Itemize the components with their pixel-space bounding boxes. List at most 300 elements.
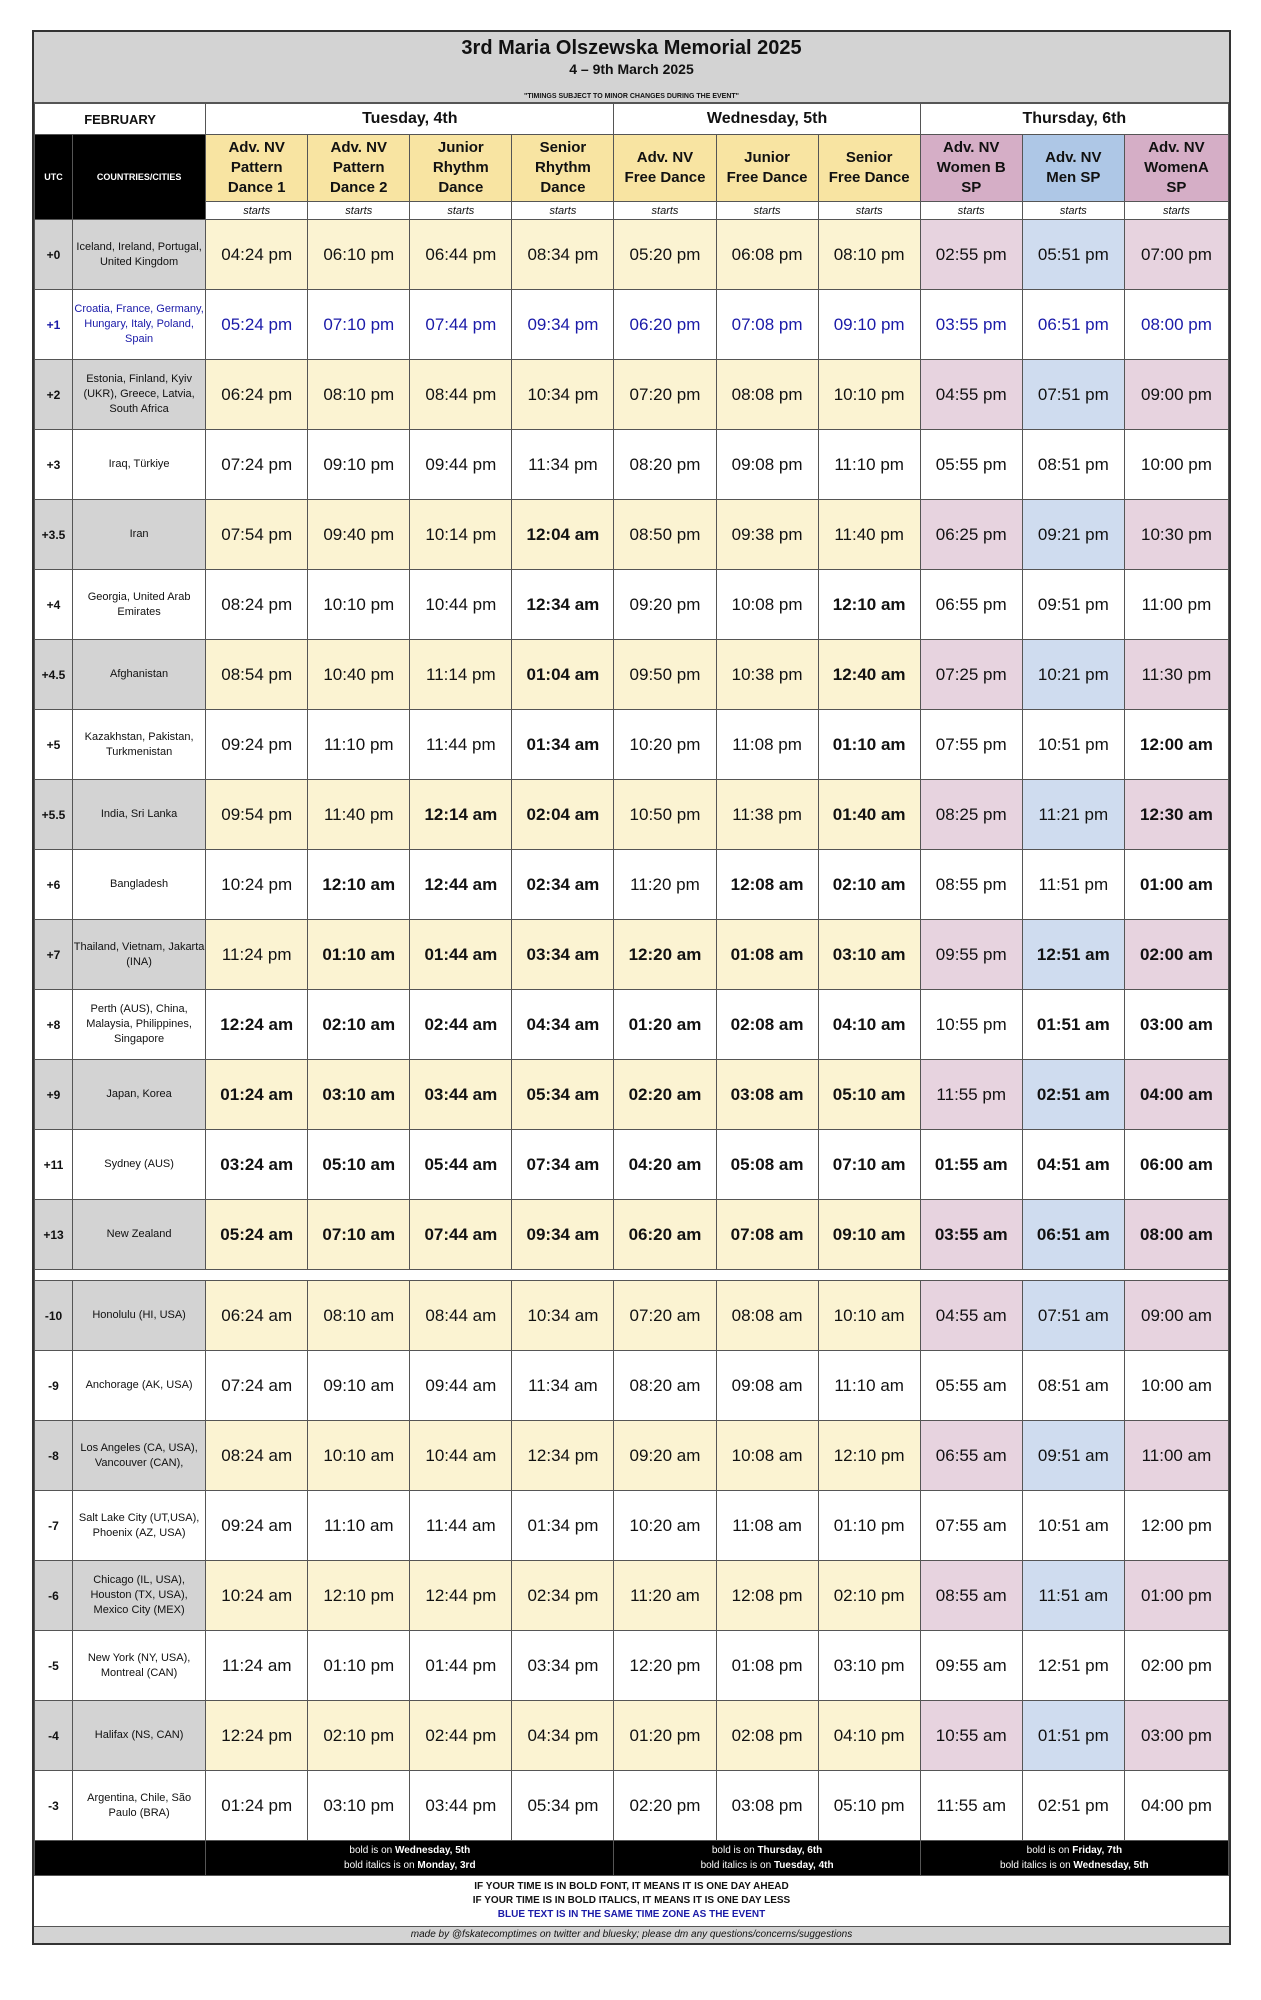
start-time-cell: 03:10 pm — [308, 1771, 410, 1841]
legend-bold-line — [614, 1843, 919, 1858]
utc-offset: -3 — [35, 1771, 73, 1841]
start-time-cell: 09:20 pm — [614, 570, 716, 640]
start-time-cell: 10:00 am — [1124, 1351, 1228, 1421]
start-time-cell: 01:51 am — [1022, 990, 1124, 1060]
timezone-row — [35, 850, 1229, 920]
start-time-cell: 12:24 pm — [206, 1701, 308, 1771]
start-time-cell: 11:10 am — [308, 1491, 410, 1561]
start-time-cell: 05:34 pm — [512, 1771, 614, 1841]
utc-offset: +7 — [35, 920, 73, 990]
legend-bold-day: Wednesday, 5th — [394, 1845, 471, 1856]
cities-cell: Anchorage (AK, USA) — [73, 1351, 206, 1421]
start-time-cell: 12:34 pm — [512, 1421, 614, 1491]
start-time-cell: 06:25 pm — [920, 500, 1022, 570]
legend-bold-line — [206, 1843, 613, 1858]
start-time-cell: 02:51 pm — [1022, 1771, 1124, 1841]
start-time-cell: 01:34 am — [512, 710, 614, 780]
timezone-row — [35, 1421, 1229, 1491]
start-time-cell: 11:00 pm — [1124, 570, 1228, 640]
start-time-cell: 10:44 pm — [410, 570, 512, 640]
legend-bold-text: bold is on — [349, 1845, 395, 1856]
event-header-line: Rhythm — [432, 159, 489, 176]
cities-cell: Honolulu (HI, USA) — [73, 1281, 206, 1351]
start-time-cell: 03:00 pm — [1124, 1701, 1228, 1771]
start-time-cell: 02:10 pm — [308, 1701, 410, 1771]
start-time-cell: 10:40 pm — [308, 640, 410, 710]
start-time-cell: 11:10 am — [818, 1351, 920, 1421]
timezone-row — [35, 1281, 1229, 1351]
start-time-cell: 08:34 pm — [512, 220, 614, 290]
legend-bold-day: Thursday, 6th — [757, 1845, 823, 1856]
start-time-cell: 10:24 pm — [206, 850, 308, 920]
cities-cell: Kazakhstan, Pakistan, Turkmenistan — [73, 710, 206, 780]
event-header-line: Adv. NV — [228, 139, 285, 156]
start-time-cell: 12:44 pm — [410, 1561, 512, 1631]
start-time-cell: 07:24 am — [206, 1351, 308, 1421]
start-time-cell: 09:51 am — [1022, 1421, 1124, 1491]
cities-cell: Salt Lake City (UT,USA), Phoenix (AZ, USA) — [73, 1491, 206, 1561]
start-time-cell: 10:34 pm — [512, 360, 614, 430]
timezone-row — [35, 990, 1229, 1060]
start-time-cell: 09:55 am — [920, 1631, 1022, 1701]
start-time-cell: 12:08 pm — [716, 1561, 818, 1631]
start-time-cell: 01:04 am — [512, 640, 614, 710]
start-time-cell: 01:08 pm — [716, 1631, 818, 1701]
timezone-row — [35, 1491, 1229, 1561]
event-header-line: Dance — [438, 179, 484, 196]
utc-offset: +8 — [35, 990, 73, 1060]
start-time-cell: 05:55 pm — [920, 430, 1022, 500]
start-time-cell: 10:08 am — [716, 1421, 818, 1491]
start-time-cell: 03:55 am — [920, 1200, 1022, 1270]
cities-cell: Iran — [73, 500, 206, 570]
credit-line: made by @fskatecomptimes on twitter and bluesky; please dm any questions/concerns/suggestions — [34, 1927, 1229, 1943]
legend-bold-text: bold is on — [711, 1845, 758, 1856]
start-time-cell: 04:55 am — [920, 1281, 1022, 1351]
start-time-cell: 10:51 am — [1022, 1491, 1124, 1561]
start-time-cell: 11:14 pm — [410, 640, 512, 710]
event-header-line: Pattern — [332, 159, 385, 176]
start-time-cell: 07:10 am — [308, 1200, 410, 1270]
day-header: Tuesday, 4th — [206, 104, 614, 135]
cities-cell: New Zealand — [73, 1200, 206, 1270]
cities-cell: Thailand, Vietnam, Jakarta (INA) — [73, 920, 206, 990]
start-time-cell: 10:08 pm — [716, 570, 818, 640]
start-time-cell: 11:34 am — [512, 1351, 614, 1421]
start-time-cell: 02:55 pm — [920, 220, 1022, 290]
starts-label: starts — [512, 202, 614, 220]
start-time-cell: 12:04 am — [512, 500, 614, 570]
cities-cell: Bangladesh — [73, 850, 206, 920]
starts-label: starts — [920, 202, 1022, 220]
start-time-cell: 06:10 pm — [308, 220, 410, 290]
start-time-cell: 02:08 am — [716, 990, 818, 1060]
start-time-cell: 03:08 pm — [716, 1771, 818, 1841]
start-time-cell: 03:44 pm — [410, 1771, 512, 1841]
schedule-sheet — [32, 30, 1231, 1945]
start-time-cell: 03:24 am — [206, 1130, 308, 1200]
gap-cell — [35, 1270, 1229, 1281]
start-time-cell: 08:00 am — [1124, 1200, 1228, 1270]
start-time-cell: 01:24 am — [206, 1060, 308, 1130]
starts-label: starts — [410, 202, 512, 220]
start-time-cell: 10:38 pm — [716, 640, 818, 710]
start-time-cell: 02:10 am — [818, 850, 920, 920]
start-time-cell: 11:10 pm — [818, 430, 920, 500]
day-header-row — [35, 104, 1229, 135]
start-time-cell: 08:20 am — [614, 1351, 716, 1421]
start-time-cell: 09:44 pm — [410, 430, 512, 500]
start-time-cell: 02:51 am — [1022, 1060, 1124, 1130]
start-time-cell: 10:20 am — [614, 1491, 716, 1561]
start-time-cell: 09:51 pm — [1022, 570, 1124, 640]
start-time-cell: 05:10 am — [818, 1060, 920, 1130]
start-time-cell: 10:51 pm — [1022, 710, 1124, 780]
start-time-cell: 12:40 am — [818, 640, 920, 710]
legend-bold-text: bold is on — [1026, 1845, 1073, 1856]
start-time-cell: 06:55 pm — [920, 570, 1022, 640]
legend-italic-text: bold italics is on — [1000, 1860, 1074, 1871]
utc-offset: -4 — [35, 1701, 73, 1771]
start-time-cell: 11:20 am — [614, 1561, 716, 1631]
cities-cell: India, Sri Lanka — [73, 780, 206, 850]
start-time-cell: 02:44 pm — [410, 1701, 512, 1771]
start-time-cell: 05:10 am — [308, 1130, 410, 1200]
event-header-line: Pattern — [230, 159, 283, 176]
cities-cell: Halifax (NS, CAN) — [73, 1701, 206, 1771]
start-time-cell: 08:08 am — [716, 1281, 818, 1351]
start-time-cell: 08:08 pm — [716, 360, 818, 430]
start-time-cell: 05:34 am — [512, 1060, 614, 1130]
start-time-cell: 01:24 pm — [206, 1771, 308, 1841]
start-time-cell: 09:21 pm — [1022, 500, 1124, 570]
cities-cell: Iceland, Ireland, Portugal, United Kingdom — [73, 220, 206, 290]
start-time-cell: 01:20 am — [614, 990, 716, 1060]
starts-label: starts — [308, 202, 410, 220]
start-time-cell: 11:20 pm — [614, 850, 716, 920]
start-time-cell: 05:51 pm — [1022, 220, 1124, 290]
event-header-line: Adv. NV — [636, 149, 694, 166]
start-time-cell: 03:34 pm — [512, 1631, 614, 1701]
event-header — [818, 135, 920, 202]
event-header-line: Senior — [539, 139, 587, 156]
event-header-line: Free Dance — [624, 169, 706, 186]
start-time-cell: 01:44 pm — [410, 1631, 512, 1701]
start-time-cell: 09:38 pm — [716, 500, 818, 570]
start-time-cell: 02:10 am — [308, 990, 410, 1060]
start-time-cell: 08:00 pm — [1124, 290, 1228, 360]
start-time-cell: 05:24 am — [206, 1200, 308, 1270]
start-time-cell: 12:00 am — [1124, 710, 1228, 780]
event-header-line: Junior — [744, 149, 790, 166]
event-header-line: Dance 2 — [329, 179, 388, 196]
utc-offset: +5 — [35, 710, 73, 780]
start-time-cell: 12:51 am — [1022, 920, 1124, 990]
start-time-cell: 05:08 am — [716, 1130, 818, 1200]
start-time-cell: 04:10 am — [818, 990, 920, 1060]
start-time-cell: 04:00 pm — [1124, 1771, 1228, 1841]
start-time-cell: 10:20 pm — [614, 710, 716, 780]
start-time-cell: 06:51 pm — [1022, 290, 1124, 360]
legend-cell — [920, 1841, 1228, 1876]
timezone-row — [35, 220, 1229, 290]
utc-offset: +4 — [35, 570, 73, 640]
start-time-cell: 07:08 am — [716, 1200, 818, 1270]
event-header — [512, 135, 614, 202]
start-time-cell: 08:10 am — [308, 1281, 410, 1351]
start-time-cell: 12:08 am — [716, 850, 818, 920]
utc-offset: +11 — [35, 1130, 73, 1200]
start-time-cell: 07:54 pm — [206, 500, 308, 570]
start-time-cell: 04:34 am — [512, 990, 614, 1060]
timezone-row — [35, 710, 1229, 780]
start-time-cell: 01:44 am — [410, 920, 512, 990]
month-label: FEBRUARY — [35, 104, 206, 135]
legend-bold-line — [921, 1843, 1228, 1858]
start-time-cell: 06:44 pm — [410, 220, 512, 290]
legend-italic-line — [206, 1858, 613, 1873]
start-time-cell: 07:24 pm — [206, 430, 308, 500]
note-line-1: IF YOUR TIME IS IN BOLD FONT, IT MEANS IT IS ONE DAY AHEAD — [474, 1881, 789, 1892]
start-time-cell: 04:55 pm — [920, 360, 1022, 430]
timezone-row — [35, 780, 1229, 850]
start-time-cell: 08:20 pm — [614, 430, 716, 500]
start-time-cell: 01:10 pm — [308, 1631, 410, 1701]
event-header — [410, 135, 512, 202]
start-time-cell: 03:10 pm — [818, 1631, 920, 1701]
start-time-cell: 12:20 pm — [614, 1631, 716, 1701]
start-time-cell: 01:34 pm — [512, 1491, 614, 1561]
legend-cell — [614, 1841, 920, 1876]
start-time-cell: 04:34 pm — [512, 1701, 614, 1771]
start-time-cell: 08:51 am — [1022, 1351, 1124, 1421]
cities-cell: Argentina, Chile, São Paulo (BRA) — [73, 1771, 206, 1841]
start-time-cell: 01:08 am — [716, 920, 818, 990]
utc-offset: +3 — [35, 430, 73, 500]
event-header-line: Dance 1 — [227, 179, 286, 196]
start-time-cell: 11:21 pm — [1022, 780, 1124, 850]
start-time-cell: 07:10 am — [818, 1130, 920, 1200]
start-time-cell: 01:10 am — [308, 920, 410, 990]
timezone-row — [35, 1701, 1229, 1771]
starts-label: starts — [614, 202, 716, 220]
start-time-cell: 09:00 am — [1124, 1281, 1228, 1351]
start-time-cell: 09:54 pm — [206, 780, 308, 850]
start-time-cell: 09:10 pm — [818, 290, 920, 360]
timezone-row — [35, 430, 1229, 500]
start-time-cell: 10:55 pm — [920, 990, 1022, 1060]
start-time-cell: 06:08 pm — [716, 220, 818, 290]
start-time-cell: 11:24 am — [206, 1631, 308, 1701]
event-dates: 4 – 9th March 2025 — [569, 61, 694, 77]
start-time-cell: 10:10 am — [818, 1281, 920, 1351]
start-time-cell: 08:24 am — [206, 1421, 308, 1491]
start-time-cell: 01:55 am — [920, 1130, 1022, 1200]
event-header-line: Junior — [437, 139, 484, 156]
event-header-line: Men SP — [1046, 169, 1101, 186]
utc-offset: -6 — [35, 1561, 73, 1631]
start-time-cell: 09:08 am — [716, 1351, 818, 1421]
start-time-cell: 08:44 pm — [410, 360, 512, 430]
event-header-line: Free Dance — [828, 169, 910, 186]
legend-italic-line — [614, 1858, 919, 1873]
start-time-cell: 07:00 pm — [1124, 220, 1228, 290]
start-time-cell: 03:44 am — [410, 1060, 512, 1130]
legend-italic-text: bold italics is on — [700, 1860, 774, 1871]
cities-cell: Georgia, United Arab Emirates — [73, 570, 206, 640]
start-time-cell: 10:10 am — [308, 1421, 410, 1491]
start-time-cell: 11:40 pm — [308, 780, 410, 850]
timezone-row — [35, 290, 1229, 360]
event-header-line: Senior — [845, 149, 893, 166]
start-time-cell: 07:10 pm — [308, 290, 410, 360]
start-time-cell: 11:55 pm — [920, 1060, 1022, 1130]
start-time-cell: 12:24 am — [206, 990, 308, 1060]
start-time-cell: 07:25 pm — [920, 640, 1022, 710]
utc-offset: -7 — [35, 1491, 73, 1561]
start-time-cell: 07:55 am — [920, 1491, 1022, 1561]
utc-offset: -5 — [35, 1631, 73, 1701]
start-time-cell: 08:10 pm — [818, 220, 920, 290]
start-time-cell: 11:38 pm — [716, 780, 818, 850]
start-time-cell: 02:00 am — [1124, 920, 1228, 990]
start-time-cell: 09:44 am — [410, 1351, 512, 1421]
start-time-cell: 02:10 pm — [818, 1561, 920, 1631]
start-time-cell: 10:50 pm — [614, 780, 716, 850]
cities-header: COUNTRIES/CITIES — [73, 135, 206, 220]
event-header — [308, 135, 410, 202]
start-time-cell: 04:10 pm — [818, 1701, 920, 1771]
event-header-line: Rhythm — [534, 159, 591, 176]
start-time-cell: 11:08 am — [716, 1491, 818, 1561]
start-time-cell: 04:20 am — [614, 1130, 716, 1200]
start-time-cell: 09:55 pm — [920, 920, 1022, 990]
start-time-cell: 09:50 pm — [614, 640, 716, 710]
event-header — [206, 135, 308, 202]
start-time-cell: 09:08 pm — [716, 430, 818, 500]
event-header — [614, 135, 716, 202]
start-time-cell: 10:14 pm — [410, 500, 512, 570]
utc-offset: -8 — [35, 1421, 73, 1491]
start-time-cell: 05:10 pm — [818, 1771, 920, 1841]
start-time-cell: 10:10 pm — [818, 360, 920, 430]
timezone-row — [35, 1060, 1229, 1130]
utc-offset: -10 — [35, 1281, 73, 1351]
legend-italic-day: Monday, 3rd — [417, 1860, 476, 1871]
start-time-cell: 12:51 pm — [1022, 1631, 1124, 1701]
start-time-cell: 12:00 pm — [1124, 1491, 1228, 1561]
start-time-cell: 01:20 pm — [614, 1701, 716, 1771]
start-time-cell: 03:34 am — [512, 920, 614, 990]
start-time-cell: 05:44 am — [410, 1130, 512, 1200]
page-title: 3rd Maria Olszewska Memorial 2025 — [461, 37, 802, 59]
start-time-cell: 06:20 am — [614, 1200, 716, 1270]
start-time-cell: 02:44 am — [410, 990, 512, 1060]
timezone-row — [35, 500, 1229, 570]
timezone-row — [35, 1771, 1229, 1841]
event-header-line: Adv. NV — [330, 139, 387, 156]
start-time-cell: 02:20 am — [614, 1060, 716, 1130]
start-time-cell: 06:24 am — [206, 1281, 308, 1351]
timezone-row — [35, 1200, 1229, 1270]
start-time-cell: 07:51 am — [1022, 1281, 1124, 1351]
bold-font-note — [34, 1876, 1229, 1927]
legend-italic-day: Wednesday, 5th — [1073, 1860, 1149, 1871]
start-time-cell: 06:55 am — [920, 1421, 1022, 1491]
cities-cell: Iraq, Türkiye — [73, 430, 206, 500]
legend-italic-text: bold italics is on — [344, 1860, 418, 1871]
event-header-line: Dance — [540, 179, 586, 196]
start-time-cell: 07:20 am — [614, 1281, 716, 1351]
start-time-cell: 10:30 pm — [1124, 500, 1228, 570]
start-time-cell: 01:10 pm — [818, 1491, 920, 1561]
start-time-cell: 12:20 am — [614, 920, 716, 990]
start-time-cell: 09:24 pm — [206, 710, 308, 780]
utc-header: UTC — [35, 135, 73, 220]
starts-label: starts — [716, 202, 818, 220]
legend-italic-day: Tuesday, 4th — [773, 1860, 834, 1871]
utc-offset: +0 — [35, 220, 73, 290]
start-time-cell: 01:51 pm — [1022, 1701, 1124, 1771]
start-time-cell: 03:55 pm — [920, 290, 1022, 360]
starts-row — [35, 202, 1229, 220]
start-time-cell: 11:55 am — [920, 1771, 1022, 1841]
starts-label: starts — [206, 202, 308, 220]
legend-row — [35, 1841, 1229, 1876]
timezone-row — [35, 360, 1229, 430]
start-time-cell: 09:34 am — [512, 1200, 614, 1270]
start-time-cell: 12:10 pm — [308, 1561, 410, 1631]
start-time-cell: 08:10 pm — [308, 360, 410, 430]
start-time-cell: 12:30 am — [1124, 780, 1228, 850]
start-time-cell: 02:04 am — [512, 780, 614, 850]
start-time-cell: 11:08 pm — [716, 710, 818, 780]
timezone-row — [35, 570, 1229, 640]
start-time-cell: 09:10 am — [818, 1200, 920, 1270]
start-time-cell: 09:40 pm — [308, 500, 410, 570]
start-time-cell: 11:34 pm — [512, 430, 614, 500]
cities-cell: Los Angeles (CA, USA), Vancouver (CAN), — [73, 1421, 206, 1491]
start-time-cell: 12:14 am — [410, 780, 512, 850]
utc-offset: +4.5 — [35, 640, 73, 710]
utc-offset: +13 — [35, 1200, 73, 1270]
schedule-table — [34, 103, 1229, 1876]
starts-label: starts — [1124, 202, 1228, 220]
start-time-cell: 07:08 pm — [716, 290, 818, 360]
start-time-cell: 11:44 am — [410, 1491, 512, 1561]
timezone-row — [35, 1561, 1229, 1631]
start-time-cell: 09:10 am — [308, 1351, 410, 1421]
start-time-cell: 02:00 pm — [1124, 1631, 1228, 1701]
utc-offset: +5.5 — [35, 780, 73, 850]
start-time-cell: 05:20 pm — [614, 220, 716, 290]
start-time-cell: 07:44 pm — [410, 290, 512, 360]
utc-offset: +6 — [35, 850, 73, 920]
timezone-row — [35, 1631, 1229, 1701]
start-time-cell: 04:00 am — [1124, 1060, 1228, 1130]
legend-italic-line — [921, 1858, 1228, 1873]
start-time-cell: 12:10 pm — [818, 1421, 920, 1491]
start-time-cell: 05:55 am — [920, 1351, 1022, 1421]
start-time-cell: 07:20 pm — [614, 360, 716, 430]
start-time-cell: 02:20 pm — [614, 1771, 716, 1841]
start-time-cell: 08:54 pm — [206, 640, 308, 710]
timezone-row — [35, 1130, 1229, 1200]
start-time-cell: 12:10 am — [308, 850, 410, 920]
event-header-row — [35, 135, 1229, 202]
start-time-cell: 11:00 am — [1124, 1421, 1228, 1491]
utc-offset: +9 — [35, 1060, 73, 1130]
